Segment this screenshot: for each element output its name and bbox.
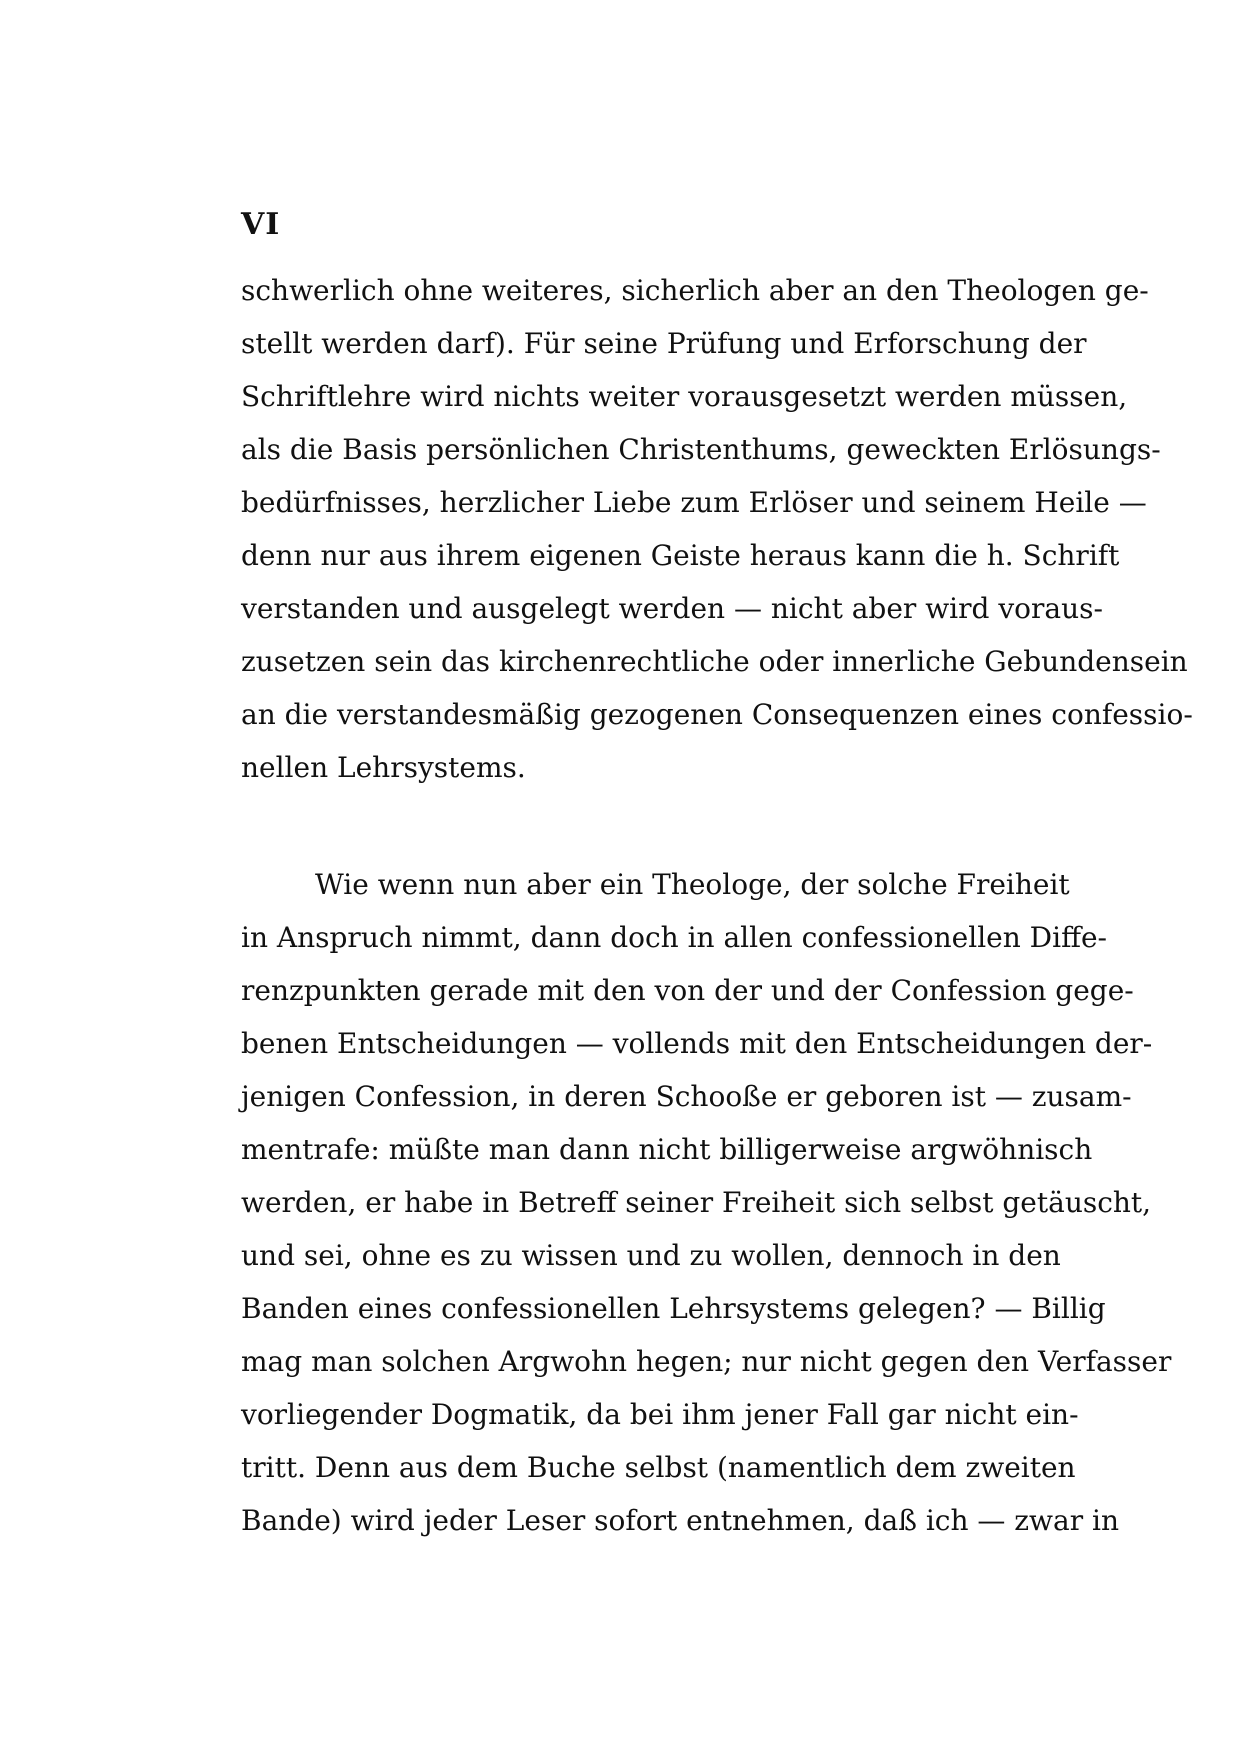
- text-line: Bande) wird jeder Leser sofort entnehmen, daß ich — zwar in: [241, 1504, 1119, 1537]
- text-line: Wie wenn nun aber ein Theologe, der solche Freiheit: [315, 868, 1070, 901]
- text-line: schwerlich ohne weiteres, sicherlich aber an den Theologen ge-: [241, 274, 1149, 307]
- text-line: nellen Lehrsystems.: [241, 751, 526, 784]
- paragraph-1: [241, 264, 1193, 794]
- text-line: an die verstandesmäßig gezogenen Consequenzen eines confessio-: [241, 698, 1193, 731]
- text-line: als die Basis persönlichen Christenthums, geweckten Erlösungs-: [241, 433, 1161, 466]
- text-line: mag man solchen Argwohn hegen; nur nicht gegen den Verfasser: [241, 1345, 1172, 1378]
- text-line: Banden eines confessionellen Lehrsystems gelegen? — Billig: [241, 1292, 1106, 1325]
- text-line: denn nur aus ihrem eigenen Geiste heraus kann die h. Schrift: [241, 539, 1120, 572]
- paragraph-2: [241, 858, 1172, 1547]
- text-line: in Anspruch nimmt, dann doch in allen confessionellen Diffe-: [241, 921, 1107, 954]
- text-line: werden, er habe in Betreff seiner Freiheit sich selbst getäuscht,: [241, 1186, 1152, 1219]
- text-line: stellt werden darf). Für seine Prüfung und Erforschung der: [241, 327, 1087, 360]
- text-line: verstanden und ausgelegt werden — nicht aber wird voraus-: [241, 592, 1103, 625]
- text-line: benen Entscheidungen — vollends mit den Entscheidungen der-: [241, 1027, 1153, 1060]
- text-line: bedürfnisses, herzlicher Liebe zum Erlöser und seinem Heile —: [241, 486, 1147, 519]
- text-line: mentrafe: müßte man dann nicht billigerweise argwöhnisch: [241, 1133, 1093, 1166]
- text-line: Schriftlehre wird nichts weiter vorausgesetzt werden müssen,: [241, 380, 1128, 413]
- text-line: vorliegender Dogmatik, da bei ihm jener Fall gar nicht ein-: [241, 1398, 1079, 1431]
- text-line: zusetzen sein das kirchenrechtliche oder innerliche Gebundensein: [241, 645, 1188, 678]
- text-line: renzpunkten gerade mit den von der und der Confession gege-: [241, 974, 1134, 1007]
- text-line: tritt. Denn aus dem Buche selbst (namentlich dem zweiten: [241, 1451, 1076, 1484]
- page-number: VI: [241, 207, 281, 242]
- text-line: und sei, ohne es zu wissen und zu wollen, dennoch in den: [241, 1239, 1061, 1272]
- text-line: jenigen Confession, in deren Schooße er geboren ist — zusam-: [241, 1080, 1132, 1113]
